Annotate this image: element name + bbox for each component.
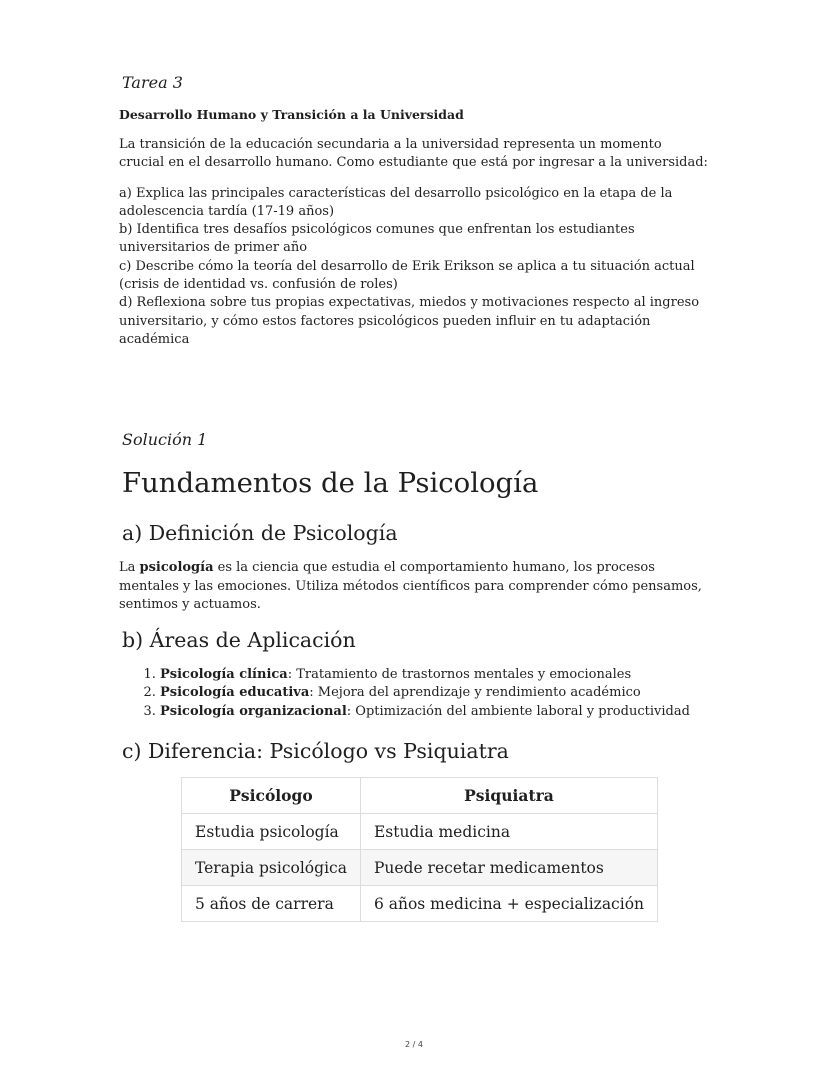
table-cell: Estudia psicología xyxy=(182,814,361,850)
page-content xyxy=(119,72,709,922)
table-cell: Estudia medicina xyxy=(360,814,657,850)
task-intro: La transición de la educación secundaria a la universidad representa un momento crucial en el desarrollo humano. Como estudiante que está por ingresar a la universidad: xyxy=(119,137,708,171)
list-item xyxy=(160,666,709,684)
areas-list xyxy=(119,666,709,721)
table-cell: 6 años medicina + especialización xyxy=(360,886,657,922)
page-number: 2 / 4 xyxy=(405,1040,423,1049)
table-row xyxy=(182,850,658,886)
table-cell: Puede recetar medicamentos xyxy=(360,850,657,886)
task-question-c: c) Describe cómo la teoría del desarrollo de Erik Erikson se aplica a tu situación actual (crisis de identidad vs. confusión de roles) xyxy=(119,258,695,293)
task-question-b: b) Identifica tres desafíos psicológicos comunes que enfrentan los estudiantes universitarios de primer año xyxy=(119,222,635,256)
table-header-row xyxy=(182,778,658,814)
task-title: Desarrollo Humano y Transición a la Universidad xyxy=(119,107,464,122)
definition-text-before: La xyxy=(119,560,140,576)
area-description: : Mejora del aprendizaje y rendimiento académico xyxy=(309,685,641,701)
section-c-heading: c) Diferencia: Psicólogo vs Psiquiatra xyxy=(122,739,509,764)
task-label: Tarea 3 xyxy=(122,73,183,92)
definition-text-after: es la ciencia que estudia el comportamiento humano, los procesos mentales y las emociones. Utiliza métodos científicos para comprender cómo pensamos, sentimos y actuamos. xyxy=(119,560,702,612)
solution-title: Fundamentos de la Psicología xyxy=(122,467,539,500)
table-row xyxy=(182,814,658,850)
task-question-a: a) Explica las principales características del desarrollo psicológico en la etapa de la adolescencia tardía (17-19 años) xyxy=(119,185,673,219)
solution-label: Solución 1 xyxy=(122,430,208,450)
area-name: Psicología organizacional xyxy=(160,703,347,719)
task-questions xyxy=(119,185,709,350)
table-row xyxy=(182,886,658,922)
area-name: Psicología educativa xyxy=(160,685,310,701)
list-item xyxy=(160,684,709,702)
area-description: : Optimización del ambiente laboral y productividad xyxy=(346,703,690,719)
spacer xyxy=(119,349,709,429)
definition-paragraph xyxy=(119,559,709,614)
area-name: Psicología clínica xyxy=(160,667,288,683)
area-description: : Tratamiento de trastornos mentales y emocionales xyxy=(287,667,632,683)
column-header-psiquiatra: Psiquiatra xyxy=(360,778,657,814)
comparison-table xyxy=(181,777,658,922)
list-item xyxy=(160,703,709,721)
section-a-heading: a) Definición de Psicología xyxy=(122,521,398,546)
table-cell: Terapia psicológica xyxy=(182,850,361,886)
section-b-heading: b) Áreas de Aplicación xyxy=(122,628,356,653)
table-cell: 5 años de carrera xyxy=(182,886,361,922)
task-question-d: d) Reflexiona sobre tus propias expectativas, miedos y motivaciones respecto al ingreso universitario, y cómo estos factores psicológicos pueden influir en tu adaptación académica xyxy=(119,295,700,347)
column-header-psicologo: Psicólogo xyxy=(182,778,361,814)
definition-term: psicología xyxy=(139,560,214,576)
